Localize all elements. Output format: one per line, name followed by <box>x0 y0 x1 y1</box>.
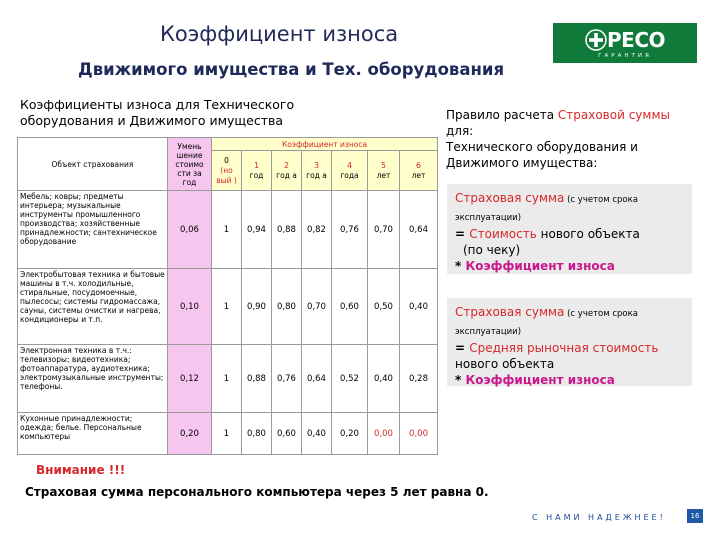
value-cell: 0,60 <box>332 269 368 345</box>
value-cell: 0,94 <box>242 191 272 269</box>
value-cell: 0,64 <box>302 345 332 413</box>
reduction-cell: 0,20 <box>168 413 212 455</box>
depreciation-table <box>17 137 438 455</box>
value-cell: 0,20 <box>332 413 368 455</box>
value-cell: 0,90 <box>242 269 272 345</box>
year-number: 6 <box>415 160 422 170</box>
table-row <box>18 269 438 345</box>
table-row <box>18 413 438 455</box>
object-cell: Мебель; ковры; предметы интерьера; музыкальные инструменты промышленного производства; хозяйственные принадлежности; сантехническое оборудование <box>18 191 168 269</box>
rule-highlight: Страховой суммы <box>557 108 670 122</box>
footer-slogan: С НАМИ НАДЕЖНЕЕ! <box>532 513 666 522</box>
column-header-reduction: Умень шение стоимо сти за год <box>168 138 212 191</box>
value-cell: 0,70 <box>368 191 400 269</box>
page-title: Коэффициент износа <box>160 22 399 46</box>
value-cell: 0,82 <box>302 191 332 269</box>
column-header-object: Объект страхования <box>18 138 168 191</box>
year-header <box>332 151 368 191</box>
value-cell: 0,00 <box>400 413 438 455</box>
page-subtitle: Движимого имущества и Тех. оборудования <box>78 60 505 79</box>
company-logo <box>553 23 697 63</box>
year-number: 3 <box>313 160 320 170</box>
year-header <box>368 151 400 191</box>
year-unit: год а <box>276 170 297 180</box>
formula-multiply: * <box>455 373 466 387</box>
formula-equals: = <box>455 227 470 241</box>
conclusion-text: Страховая сумма персонального компьютера через 5 лет равна 0. <box>25 485 489 499</box>
formula-multiply: * <box>455 259 466 273</box>
year-number: 4 <box>346 160 353 170</box>
value-cell: 0,80 <box>242 413 272 455</box>
rule-line2: Технического оборудования и Движимого имущества: <box>446 140 638 170</box>
value-cell: 0,40 <box>302 413 332 455</box>
formula-equals: = <box>455 341 470 355</box>
year-number: 0 <box>224 155 229 165</box>
formula-value-suffix: нового объекта <box>536 227 640 241</box>
value-cell: 1 <box>212 413 242 455</box>
year-number: 2 <box>283 160 290 170</box>
value-cell: 0,88 <box>242 345 272 413</box>
year-unit: лет <box>411 170 426 180</box>
value-cell: 1 <box>212 345 242 413</box>
year-unit: год а <box>306 170 327 180</box>
year-unit: года <box>340 170 359 180</box>
value-cell: 0,80 <box>272 269 302 345</box>
value-cell: 0,76 <box>272 345 302 413</box>
value-cell: 1 <box>212 191 242 269</box>
formula-factor: Коэффициент износа <box>465 259 615 273</box>
table-header-row <box>18 138 438 151</box>
formula-value-suffix: нового объекта <box>455 357 555 371</box>
logo-subtext: ГАРАНТИЯ <box>598 52 652 59</box>
reduction-cell: 0,06 <box>168 191 212 269</box>
value-cell: 0,88 <box>272 191 302 269</box>
value-cell: 0,00 <box>368 413 400 455</box>
year-header <box>242 151 272 191</box>
warning-text: Внимание !!! <box>36 463 126 477</box>
rule-heading <box>446 107 686 171</box>
year-header <box>302 151 332 191</box>
table-row <box>18 345 438 413</box>
formula-box-new <box>447 184 692 274</box>
year-unit: (но вый ) <box>216 165 237 185</box>
formula-term: Страховая сумма <box>455 305 565 319</box>
formula-note: (с учетом срока эксплуатации) <box>455 309 638 337</box>
value-cell: 0,28 <box>400 345 438 413</box>
table-row <box>18 191 438 269</box>
value-cell: 0,40 <box>400 269 438 345</box>
value-cell: 0,60 <box>272 413 302 455</box>
year-number: 5 <box>380 160 387 170</box>
object-cell: Кухонные принадлежности; одежда; белье. Персональные компьютеры <box>18 413 168 455</box>
year-header <box>272 151 302 191</box>
year-header <box>212 151 242 191</box>
value-cell: 0,40 <box>368 345 400 413</box>
year-header <box>400 151 438 191</box>
value-cell: 0,52 <box>332 345 368 413</box>
table-heading: Коэффициенты износа для Технического оборудования и Движимого имущества <box>20 97 295 128</box>
formula-value: Стоимость <box>469 227 537 241</box>
formula-note: (с учетом срока эксплуатации) <box>455 195 638 223</box>
formula-paren: (по чеку) <box>463 243 521 257</box>
object-cell: Электробытовая техника и бытовые машины в т.ч. холодильные, стиральные, посудомоечные, пылесосы; системы гидромассажа, сауны, системы очистки и нагрева, кондиционеры и т.п. <box>18 269 168 345</box>
formula-value: Средняя рыночная стоимость <box>469 341 659 355</box>
rule-prefix: Правило расчета <box>446 108 558 122</box>
reduction-cell: 0,12 <box>168 345 212 413</box>
page-number: 16 <box>687 509 703 523</box>
value-cell: 0,50 <box>368 269 400 345</box>
year-number: 1 <box>253 160 260 170</box>
rule-suffix: для: <box>446 124 474 138</box>
column-header-group: Коэффициент износа <box>212 138 438 151</box>
year-unit: год <box>249 170 264 180</box>
value-cell: 0,70 <box>302 269 332 345</box>
value-cell: 1 <box>212 269 242 345</box>
formula-factor: Коэффициент износа <box>465 373 615 387</box>
reso-emblem-icon <box>585 29 607 51</box>
reduction-cell: 0,10 <box>168 269 212 345</box>
logo-text: РЕСО <box>607 27 665 52</box>
formula-box-market <box>447 298 692 386</box>
formula-term: Страховая сумма <box>455 191 565 205</box>
value-cell: 0,64 <box>400 191 438 269</box>
year-unit: лет <box>376 170 391 180</box>
object-cell: Электронная техника в т.ч.: телевизоры; видеотехника; фотоаппаратура, аудиотехника; электромузыкальные инструменты; телефоны. <box>18 345 168 413</box>
value-cell: 0,76 <box>332 191 368 269</box>
